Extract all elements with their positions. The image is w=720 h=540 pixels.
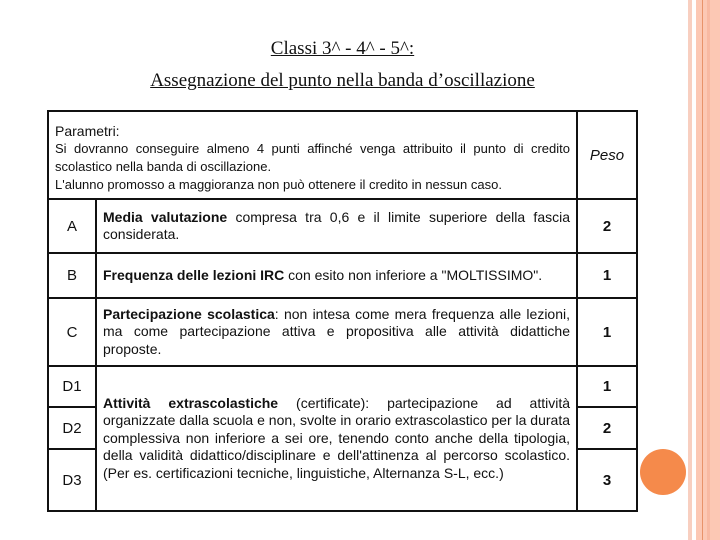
table-row [48,366,637,407]
row-id: B [48,253,96,298]
row-description [96,366,577,511]
row-peso: 2 [577,199,637,253]
decor-stripe [688,0,692,540]
row-bold: Attività extrascolastiche [103,394,279,411]
row-id: C [48,298,96,366]
row-text: compresa tra 0,6 e il limite superiore della fascia considerata. [103,208,571,242]
title-line-1: Classi 3^ - 4^ - 5^: [270,38,415,59]
table-header-row [48,111,637,199]
row-description [96,253,577,298]
title-line-2: Assegnazione del punto nella banda d’oscillazione [150,70,535,91]
row-id: D2 [48,407,96,449]
peso-header: Peso [577,111,637,199]
row-description [96,298,577,366]
table-row [48,298,637,366]
row-id: D3 [48,449,96,511]
row-text: con esito non inferiore a "MOLTISSIMO". [284,266,543,283]
parameters-text-1: Si dovranno conseguire almeno 4 punti affinché venga attribuito il punto di credito scolastico nella banda di oscillazione. [55,141,570,174]
row-bold: Media valutazione [103,208,228,225]
table-row [48,253,637,298]
criteria-table [47,110,638,512]
row-peso: 1 [577,366,637,407]
row-id: D1 [48,366,96,407]
parameters-cell [48,111,577,199]
parameters-label: Parametri: [55,123,120,139]
row-id: A [48,199,96,253]
row-peso: 2 [577,407,637,449]
table-row [48,199,637,253]
decor-stripe [702,0,703,540]
row-peso: 1 [577,253,637,298]
row-bold: Partecipazione scolastica [103,305,275,322]
parameters-text-2: L'alunno promosso a maggioranza non può ottenere il credito in nessun caso. [55,177,502,192]
row-peso: 3 [577,449,637,511]
row-text: (certificate): partecipazione ad attività organizzate dalla scuola e non, svolte in orario extrascolastico per la durata complessiva non inferiore a sei ore, tenendo conto anche della tipologia, della validità didattico/disciplinare e dell'attinenza al percorso scolastico. (Per es. certificazioni tecniche, linguistiche, Alternanza S-L, ecc.) [103,394,571,481]
decor-stripe [707,0,710,540]
row-text: : non intesa come mera frequenza alle lezioni, ma come partecipazione attiva e propositiva alle attività didattiche proposte. [103,305,570,357]
row-description [96,199,577,253]
row-peso: 1 [577,298,637,366]
row-bold: Frequenza delle lezioni IRC [103,266,285,283]
decor-circle [640,449,686,495]
